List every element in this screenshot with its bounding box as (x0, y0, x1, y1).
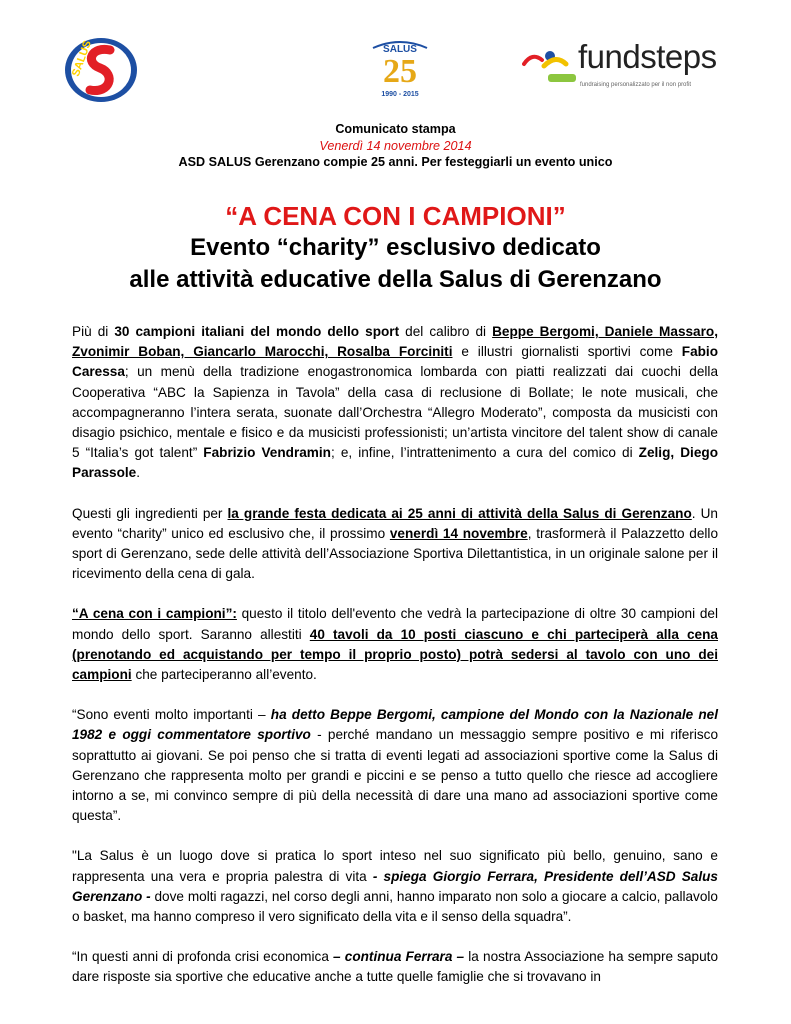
text: Questi gli ingredienti per (72, 505, 228, 521)
anniversary-logo-years: 1990 - 2015 (381, 91, 419, 98)
paragraph-6 (72, 947, 718, 987)
text: - perché mandano un messaggio sempre positivo e mi riferisco soprattutto ai giovani. Se poi penso che si tratta di eventi legati ad associazioni sportive come la Salus di Gerenzano che rappresenta molto per grandi e piccini e se penso a tutto quello che riesce ad accogliere intorno a se, mi convinco sempre di più della necessità di dare una mano ad associazioni sportive come questa”. (72, 727, 719, 824)
fundsteps-logo (522, 38, 722, 90)
text: la nostra Associazione ha sempre saputo dare risposte sia sportive che educative anche a tutte quelle famiglie che si trovavano in (72, 949, 718, 985)
text: , trasformerà il Palazzetto dello sport di Gerenzano, sede delle attività dell’Associazione Sportiva Dilettantistica, in un originale salone per il ricevimento della cena di gala. (72, 525, 719, 582)
quote-attribution: – continua Ferrara – (333, 949, 465, 965)
paragraph-2 (72, 504, 718, 585)
text: Più di (72, 324, 115, 339)
paragraph-1 (72, 322, 718, 484)
release-subject: ASD SALUS Gerenzano compie 25 anni. Per festeggiarli un evento unico (178, 155, 613, 169)
anniversary-logo-number: 25 (383, 53, 417, 90)
paragraph-3 (72, 604, 718, 685)
title-block (0, 200, 791, 296)
quote-attribution: - spiega Giorgio Ferrara, Presidente dell’ASD Salus Gerenzano - (72, 868, 718, 904)
text: dove molti ragazzi, nel corso degli anni, hanno imparato non solo a giocare a calcio, pallavolo o basket, ma hanno compreso il vero significato della vita e il senso della squadra”. (72, 888, 718, 925)
release-date: Venerdì 14 novembre 2014 (319, 138, 472, 153)
champions-names: Beppe Bergomi, Daniele Massaro, Zvonimir Boban, Giancarlo Marocchi, Rosalba Forciniti (72, 324, 718, 360)
bold-text: Fabio Caressa (72, 344, 719, 380)
text: "La Salus è un luogo dove si pratica lo sport inteso nel suo significato più bello, genuino, sano e rappresenta una vera e propria palestra di vita (72, 848, 718, 884)
subtitle-line-2: alle attività educative della Salus di Gerenzano (129, 266, 662, 293)
article-body (72, 322, 718, 1008)
anniversary-logo (365, 38, 435, 100)
paragraph-4 (72, 705, 718, 826)
text: “In questi anni di profonda crisi economica (72, 949, 334, 965)
logo-bar (0, 0, 791, 110)
main-title: “A CENA CON I CAMPIONI” (225, 201, 566, 231)
bold-text: Fabrizio Vendramin (203, 445, 331, 461)
fundsteps-logo-word: fundsteps (578, 38, 717, 75)
text: questo il titolo dell'evento che vedrà la partecipazione di oltre 30 campioni del mondo dello sport. Saranno allestiti (72, 606, 718, 642)
paragraph-5 (72, 846, 718, 927)
text: “Sono eventi molto importanti – (72, 707, 271, 723)
salus-logo-text: SALUS (69, 39, 94, 79)
fundsteps-mark-icon (522, 44, 582, 90)
quote-attribution: ha detto Beppe Bergomi, campione del Mondo con la Nazionale nel 1982 e oggi commentatore sportivo (72, 707, 718, 743)
bold-text: Zelig, Diego Parassole (72, 445, 718, 481)
text: e illustri giornalisti sportivi come (452, 344, 682, 360)
anniversary-logo-top: SALUS (383, 44, 417, 55)
salus-logo (62, 36, 140, 104)
document-kind: Comunicato stampa (335, 122, 456, 136)
bold-text: 30 campioni italiani del mondo dello sport (114, 324, 400, 339)
underlined-text: la grande festa dedicata ai 25 anni di attività della Salus di Gerenzano (227, 505, 692, 521)
text: che parteciperanno all’evento. (131, 667, 317, 683)
text: ; e, infine, l’intrattenimento a cura del comico di (330, 445, 639, 461)
press-release-header (0, 121, 791, 171)
event-date: venerdì 14 novembre (389, 525, 528, 541)
text: del calibro di (399, 324, 493, 339)
text: . (136, 465, 141, 481)
text: . Un evento “charity” unico ed esclusivo che, il prossimo (72, 505, 718, 541)
fundsteps-logo-tagline: fundraising personalizzato per il non profit (580, 82, 692, 88)
subtitle-line-1: Evento “charity” esclusivo dedicato (190, 234, 601, 261)
underlined-text: 40 tavoli da 10 posti ciascuno e chi parteciperà alla cena (prenotando ed acquistando per tempo il proprio posto) potrà sedersi al tavolo con uno dei campioni (72, 626, 718, 683)
event-title: “A cena con i campioni”: (72, 606, 237, 622)
text: ; un menù della tradizione enogastronomica lombarda con piatti realizzati dai cuochi della Cooperativa “ABC la Sapienza in Tavola” della casa di reclusione di Bollate; le note musicali, che accompagneranno l’intera serata, suonate dall’Orchestra “Allegro Moderato”, composta da musicisti con disagio psichico, mentale e fisico e da musicisti professionisti; un’artista vincitore del talent show di canale 5 “Italia’s got talent” (72, 364, 718, 461)
